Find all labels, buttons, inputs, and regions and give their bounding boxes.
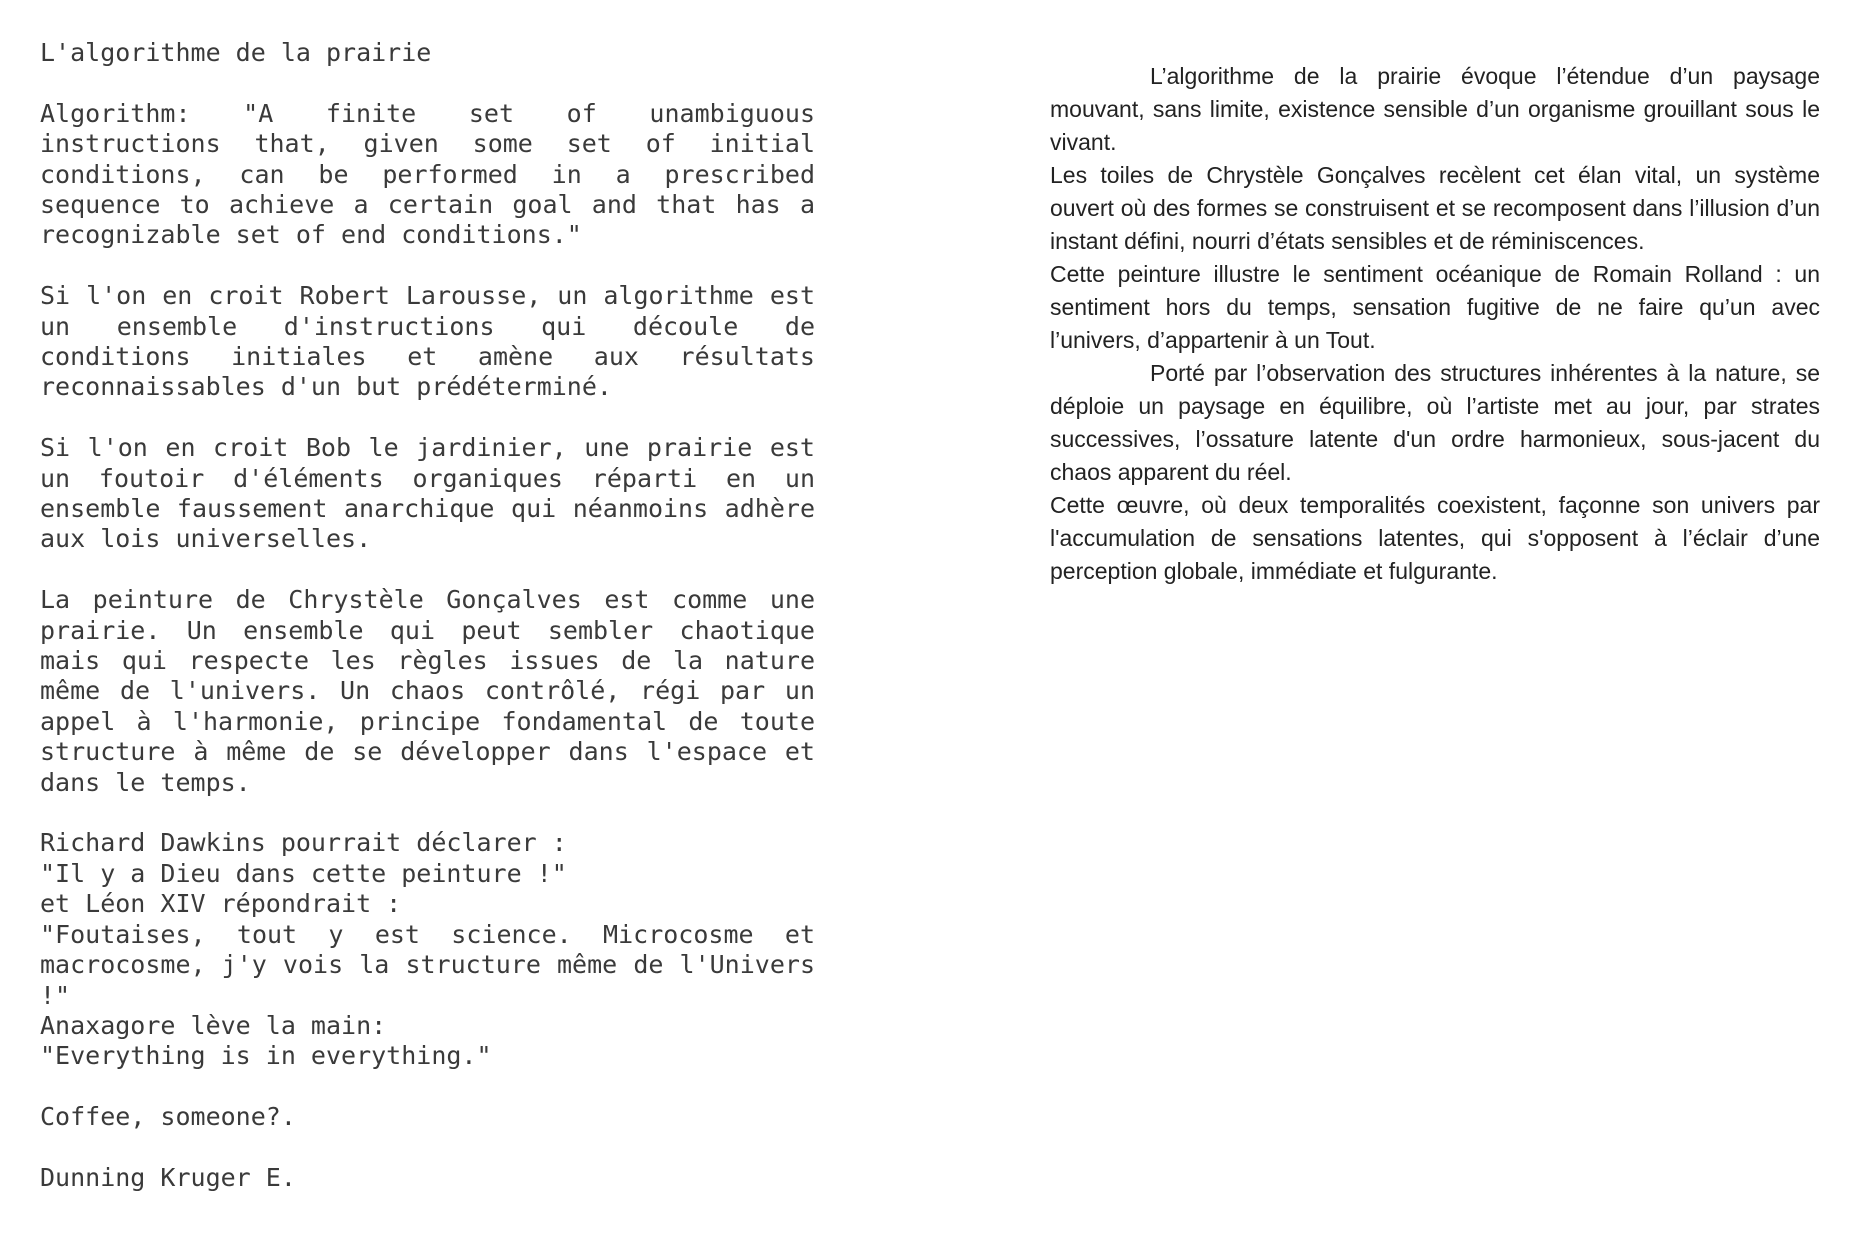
coffee-line: Coffee, someone?. bbox=[40, 1102, 296, 1132]
document-title: L'algorithme de la prairie bbox=[40, 38, 432, 67]
dialogue-line: Anaxagore lève la main: bbox=[40, 1010, 387, 1040]
dialogue-line: "Foutaises, tout y est science. Microcosme et macrocosme, j'y vois la structure même de l'Univers !" bbox=[40, 919, 815, 1010]
peinture-paragraph: La peinture de Chrystèle Gonçalves est comme une prairie. Un ensemble qui peut sembler chaotique mais qui respecte les règles issues de la nature même de l'univers. Un chaos contrôlé, régi par un appel à l'harmonie, principe fondamental de toute structure à même de se développer dans l'espace et dans le temps. bbox=[40, 585, 815, 797]
dialogue-line: et Léon XIV répondrait : bbox=[40, 889, 402, 919]
oceanique-paragraph: Cette peinture illustre le sentiment océanique de Romain Rolland : un sentiment hors du temps, sensation fugitive de ne faire qu’un avec l’univers, d’appartenir à un Tout. bbox=[1050, 261, 1820, 353]
dialogue-line: "Everything is in everything." bbox=[40, 1041, 492, 1071]
algorithm-definition-paragraph: Algorithm: "A finite set of unambiguous instructions that, given some set of initial conditions, can be performed in a prescribed sequence to achieve a certain goal and that has a recognizable set of end conditions." bbox=[40, 98, 815, 250]
oeuvre-paragraph: Cette œuvre, où deux temporalités coexistent, façonne son univers par l'accumulation de sensations latentes, qui s'opposent à l’éclair d’une perception globale, immédiate et fulgurante. bbox=[1050, 492, 1820, 584]
dialogue-line: Richard Dawkins pourrait déclarer : bbox=[40, 828, 567, 858]
larousse-paragraph: Si l'on en croit Robert Larousse, un algorithme est un ensemble d'instructions qui découle de conditions initiales et amène aux résultats reconnaissables d'un but prédéterminé. bbox=[40, 281, 815, 402]
right-column bbox=[1050, 60, 1820, 588]
jardinier-paragraph: Si l'on en croit Bob le jardinier, une prairie est un foutoir d'éléments organiques réparti en un ensemble faussement anarchique qui néanmoins adhère aux lois universelles. bbox=[40, 433, 815, 554]
dialogue-paragraph bbox=[40, 828, 815, 1071]
dialogue-line: "Il y a Dieu dans cette peinture !" bbox=[40, 858, 567, 888]
structures-paragraph: Porté par l’observation des structures inhérentes à la nature, se déploie un paysage en équilibre, où l’artiste met au jour, par strates successives, l’ossature latente d'un ordre harmonieux, sous-jacent du chaos apparent du réel. bbox=[1050, 360, 1820, 485]
signature: Dunning Kruger E. bbox=[40, 1162, 296, 1192]
intro-paragraph: L’algorithme de la prairie évoque l’étendue d’un paysage mouvant, sans limite, existence sensible d’un organisme grouillant sous le vivant. bbox=[1050, 63, 1820, 155]
left-column bbox=[40, 38, 815, 1224]
toiles-paragraph: Les toiles de Chrystèle Gonçalves recèlent cet élan vital, un système ouvert où des formes se construisent et se recomposent dans l’illusion d’un instant défini, nourri d’états sensibles et de réminiscences. bbox=[1050, 162, 1820, 254]
